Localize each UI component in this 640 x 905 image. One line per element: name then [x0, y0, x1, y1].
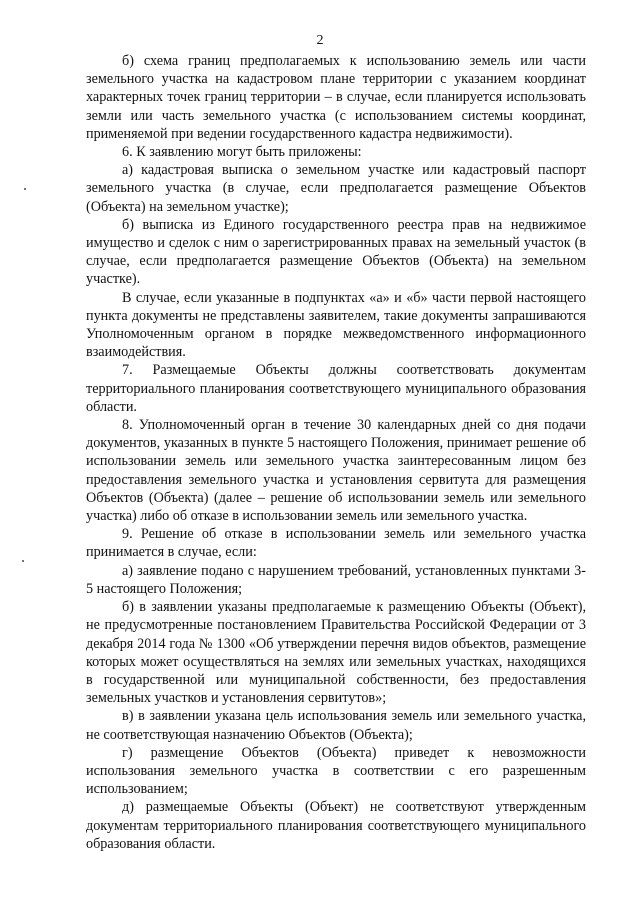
page-number: 2	[316, 33, 324, 48]
paragraph-9a: а) заявление подано с нарушением требований, установленных пунктами 3-5 настоящего Положения;	[86, 562, 586, 597]
paragraph-6a: а) кадастровая выписка о земельном участке или кадастровый паспорт земельного участка (в случае, если предполагается размещение Объектов (Объекта) на земельном участке);	[86, 162, 586, 215]
paragraph-6-note: В случае, если указанные в подпунктах «а» и «б» части первой настоящего пункта документы не представлены заявителем, такие документы запрашиваются Уполномоченным органом в порядке межведомственного информационного взаимодействия.	[86, 289, 586, 361]
paragraph-7: 7. Размещаемые Объекты должны соответствовать документам территориального планирования соответствующего муниципального образования области.	[86, 362, 586, 415]
paragraph-9b: б) в заявлении указаны предполагаемые к размещению Объекты (Объект), не предусмотренные постановлением Правительства Российской Федерации от 3 декабря 2014 года № 1300 «Об утверждении перечня видов объектов, размещение которых может осуществляться на землях или земельных участках, находящихся в государственной или муниципальной собственности, без предоставления земельных участков и установления сервитутов»;	[86, 599, 586, 707]
document-body	[86, 52, 586, 853]
scan-speck	[24, 188, 26, 190]
paragraph-9-heading: 9. Решение об отказе в использовании земель или земельного участка принимается в случае, если:	[86, 526, 586, 561]
paragraph-9g: г) размещение Объектов (Объекта) приведет к невозможности использования земельного участка в соответствии с его разрешенным использованием;	[86, 744, 586, 798]
paragraph-6-heading: 6. К заявлению могут быть приложены:	[122, 144, 362, 161]
paragraph-8: 8. Уполномоченный орган в течение 30 календарных дней со дня подачи документов, указанных в пункте 5 настоящего Положения, принимает решение об использовании земель или земельного участка заинтересованным лицом без предоставления земельного участка и установления сервитута для размещения Объектов (Объекта) (далее – решение об использовании земель или земельного участка) либо об отказе в использовании земель или земельного участка.	[86, 417, 586, 525]
paragraph-9d: д) размещаемые Объекты (Объект) не соответствуют утвержденным документам территориального планирования соответствующего муниципального образования области.	[86, 799, 586, 852]
paragraph-6b: б) выписка из Единого государственного реестра прав на недвижимое имущество и сделок с ним о зарегистрированных правах на земельный участок (в случае, если предполагается размещение Объектов (Объекта) на земельном участке).	[86, 216, 586, 288]
paragraph-1b-scheme: б) схема границ предполагаемых к использованию земель или части земельного участка на кадастровом плане территории с указанием координат характерных точек границ территории – в случае, если планируется использовать земли или часть земельного участка (с использованием системы координат, применяемой при ведении государственного кадастра недвижимости).	[86, 53, 586, 142]
scan-speck	[22, 560, 24, 562]
paragraph-9v: в) в заявлении указана цель использования земель или земельного участка, не соответствующая назначению Объектов (Объекта);	[86, 708, 586, 743]
